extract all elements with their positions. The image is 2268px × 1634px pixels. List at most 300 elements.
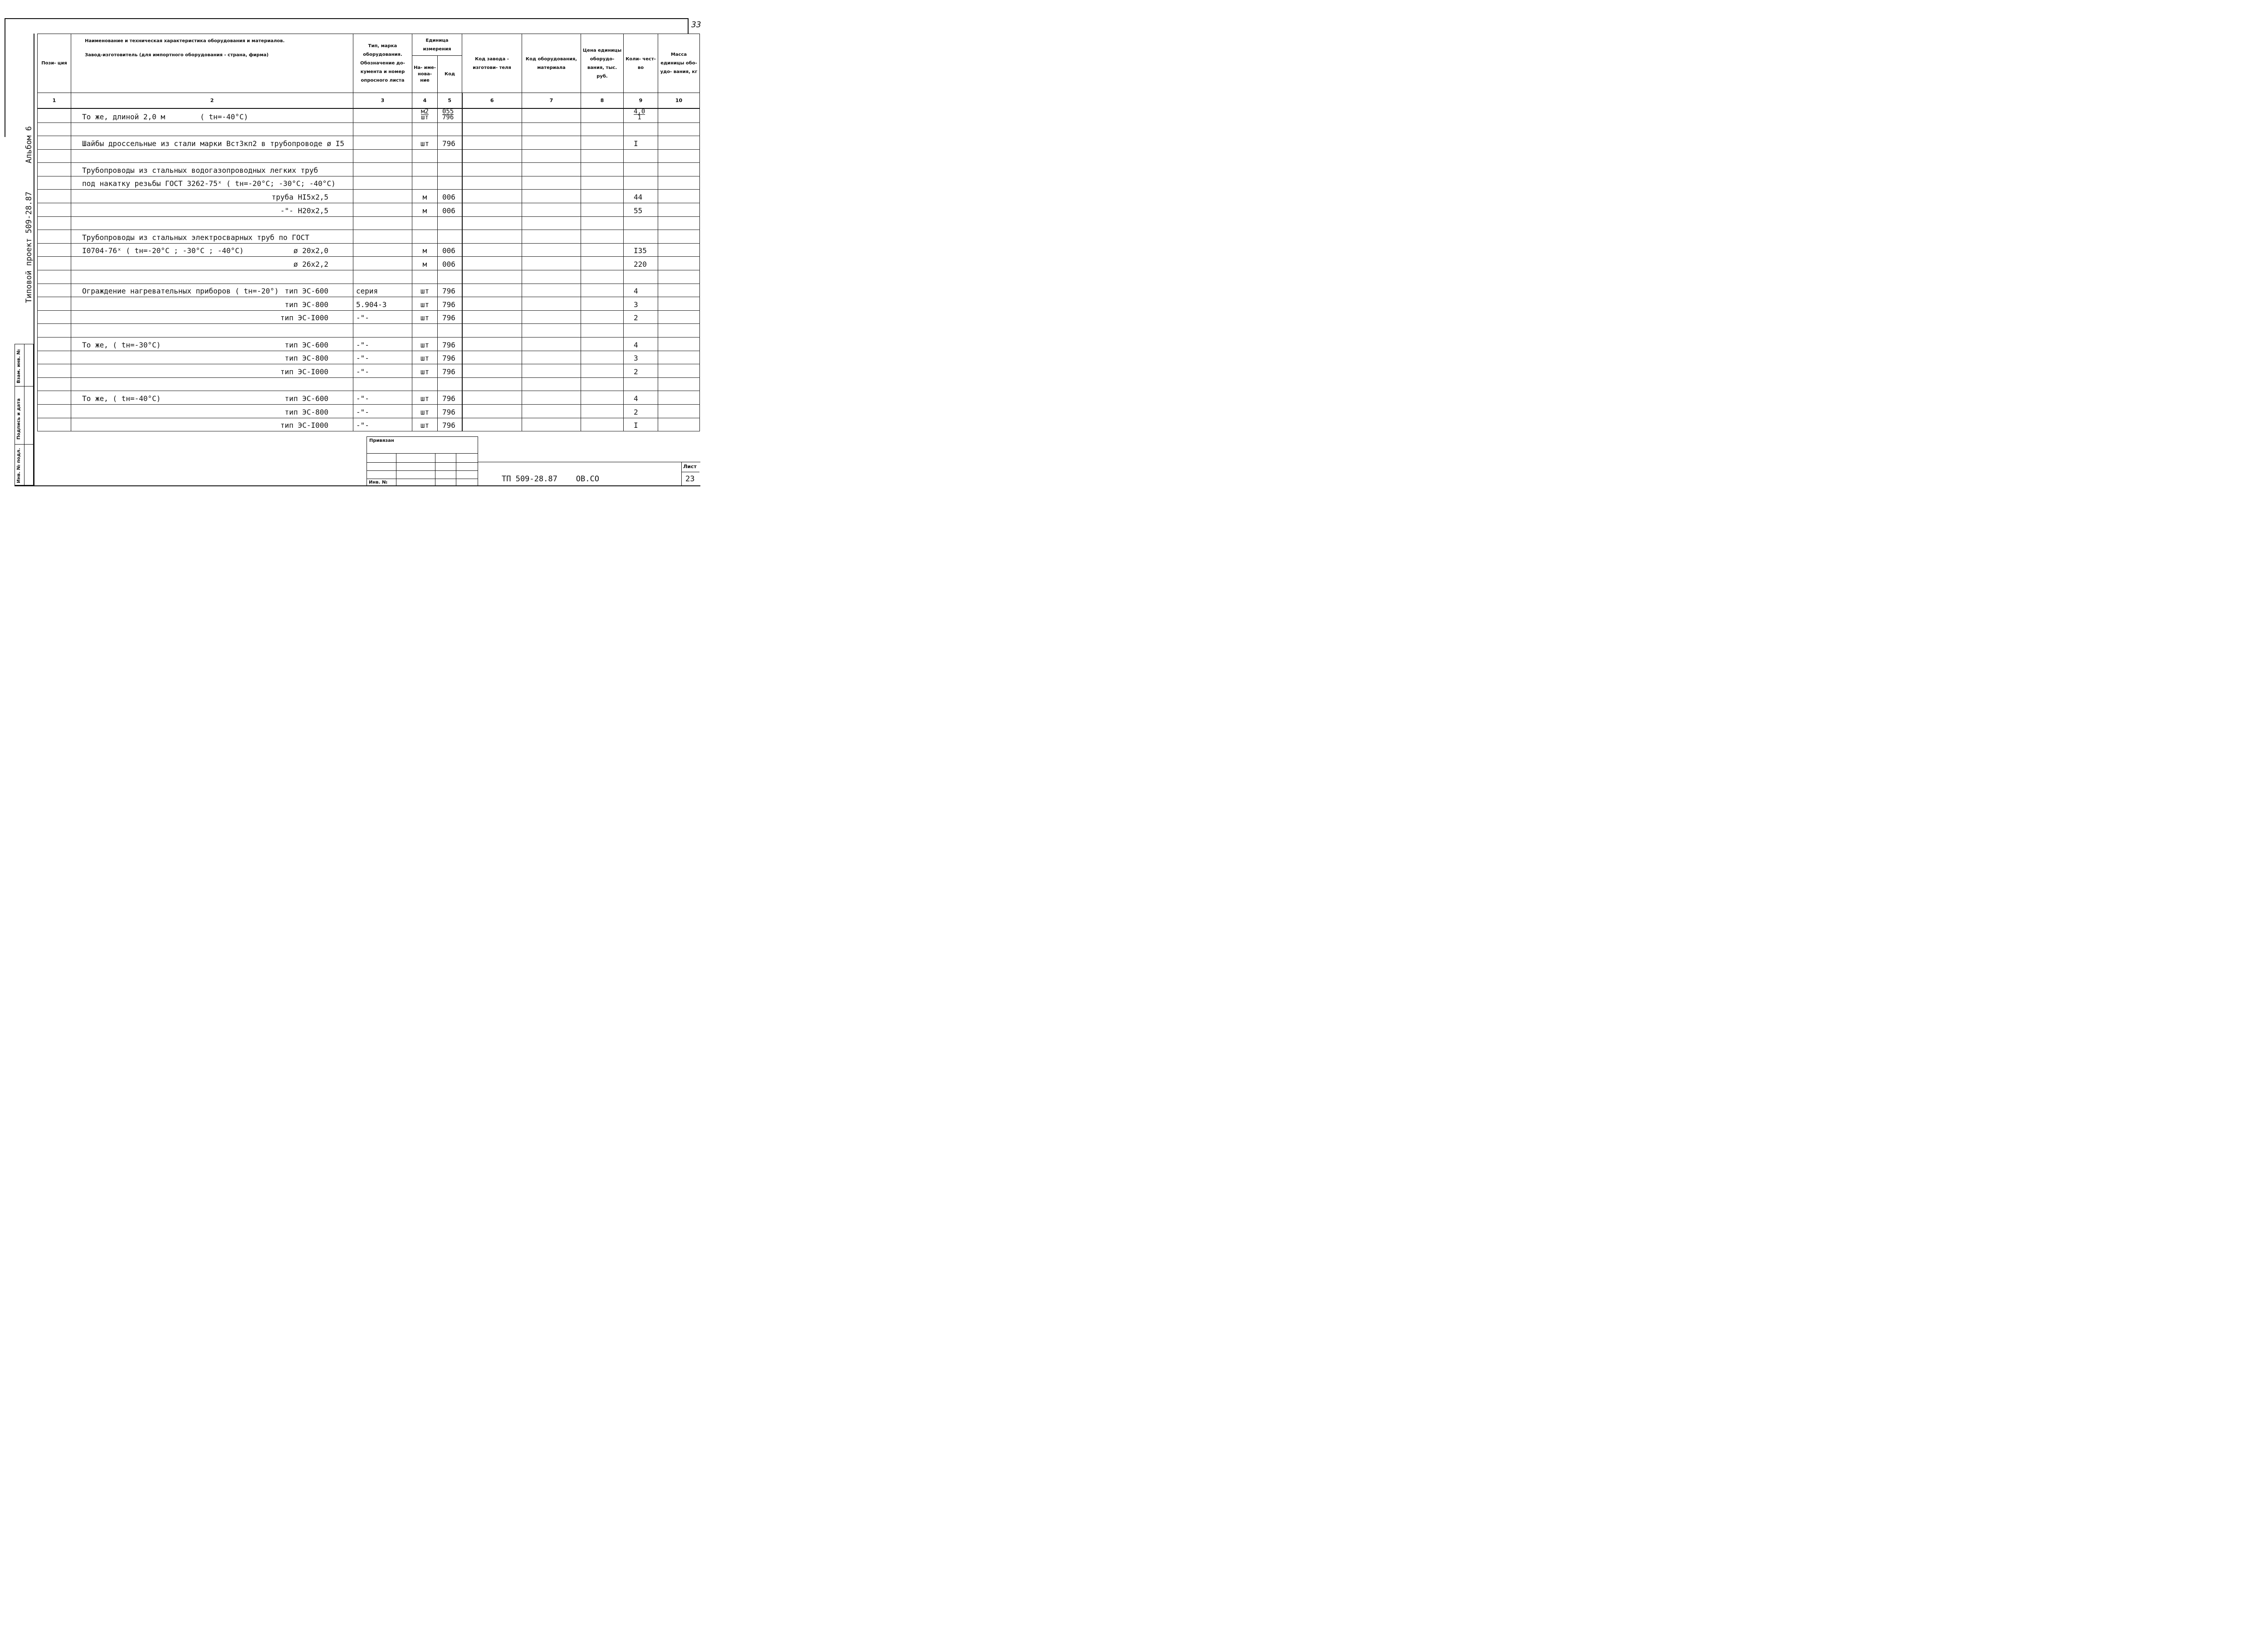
row-name-cell — [71, 122, 353, 136]
row-qty-cell — [624, 108, 658, 123]
row-position — [38, 297, 71, 311]
row-name-cell — [71, 136, 353, 150]
row-unit — [412, 149, 438, 163]
row-code — [438, 324, 462, 338]
row-material-code — [522, 149, 581, 163]
header-type: Тип, марка оборудования. Обозначение до- кумента и номер опросного листа — [353, 34, 412, 93]
table-row — [38, 418, 700, 431]
row-mass — [658, 310, 700, 324]
row-type — [353, 377, 412, 391]
row-code — [438, 377, 462, 391]
row-name-tail — [328, 233, 350, 242]
row-type — [353, 149, 412, 163]
row-code — [438, 270, 462, 284]
row-type: -"- — [353, 404, 412, 418]
table-row — [38, 190, 700, 203]
row-name-tail: тип ЭС-600 — [284, 340, 328, 349]
row-unit: шт — [412, 418, 438, 431]
row-price — [581, 284, 624, 297]
row-factory-code — [462, 418, 522, 431]
column-number: 10 — [658, 93, 700, 108]
row-name-cell — [71, 270, 353, 284]
row-unit: шт — [412, 284, 438, 297]
row-code: 796 — [438, 136, 462, 150]
row-name-wrap — [82, 246, 350, 255]
row-unit — [412, 377, 438, 391]
row-position — [38, 243, 71, 257]
row-type: -"- — [353, 351, 412, 364]
row-mass — [658, 297, 700, 311]
document-code — [502, 475, 599, 484]
row-factory-code — [462, 310, 522, 324]
row-mass — [658, 163, 700, 176]
row-material-code — [522, 391, 581, 405]
table-row — [38, 270, 700, 284]
table-row — [38, 136, 700, 150]
table-row — [38, 176, 700, 190]
row-factory-code — [462, 391, 522, 405]
row-qty: 4 — [624, 338, 658, 351]
table-row — [38, 364, 700, 378]
sheet-label: Лист — [683, 464, 697, 470]
row-factory-code — [462, 377, 522, 391]
row-mass — [658, 418, 700, 431]
strip-label-signature-date: Подпись и дата — [16, 398, 21, 440]
row-name: То же, длиной 2,0 м — [82, 112, 166, 121]
row-position — [38, 324, 71, 338]
row-mass — [658, 203, 700, 217]
row-mass — [658, 404, 700, 418]
row-name: под накатку резьбы ГОСТ 3262-75ˣ ( tн=-20°C; -30°C; -40°C) — [82, 179, 336, 188]
row-factory-code — [462, 149, 522, 163]
row-name-wrap — [82, 408, 350, 416]
table-row — [38, 391, 700, 405]
column-number: 9 — [624, 93, 658, 108]
row-position — [38, 377, 71, 391]
row-name: I0704-76ˣ ( tн=-20°C ; -30°C ; -40°C) — [82, 246, 244, 255]
row-factory-code — [462, 243, 522, 257]
row-qty: 4 — [624, 284, 658, 297]
row-name-wrap — [82, 300, 350, 309]
table-row — [38, 377, 700, 391]
row-name-cell — [71, 297, 353, 311]
row-type — [353, 122, 412, 136]
row-price — [581, 418, 624, 431]
row-unit: шт — [412, 391, 438, 405]
row-factory-code — [462, 297, 522, 311]
row-unit — [412, 230, 438, 244]
table-row — [38, 338, 700, 351]
row-price — [581, 230, 624, 244]
row-code — [438, 122, 462, 136]
row-name-cell — [71, 404, 353, 418]
header-mass: Масса единицы обо-удо- вания, кг — [658, 34, 700, 93]
binding-stamp — [367, 436, 478, 486]
row-mass — [658, 351, 700, 364]
row-type — [353, 203, 412, 217]
row-material-code — [522, 338, 581, 351]
row-unit-top: м2 — [421, 108, 429, 115]
row-name-tail: тип ЭС-600 — [284, 287, 328, 296]
row-factory-code — [462, 257, 522, 270]
column-number: 3 — [353, 93, 412, 108]
row-price — [581, 176, 624, 190]
table-row — [38, 243, 700, 257]
row-mass — [658, 136, 700, 150]
row-mass — [658, 190, 700, 203]
row-price — [581, 310, 624, 324]
row-factory-code — [462, 176, 522, 190]
row-type: -"- — [353, 338, 412, 351]
row-mass — [658, 176, 700, 190]
row-mass — [658, 270, 700, 284]
row-name-tail — [344, 139, 353, 148]
stamp-inv-label: Инв. № — [369, 480, 387, 485]
row-factory-code — [462, 122, 522, 136]
row-factory-code — [462, 364, 522, 378]
row-position — [38, 163, 71, 176]
header-unit-group: Единица измерения — [412, 34, 462, 56]
row-price — [581, 324, 624, 338]
row-name-cell — [71, 364, 353, 378]
row-price — [581, 257, 624, 270]
row-name-cell — [71, 108, 353, 123]
stamp-bound-label: Привязан — [369, 438, 394, 443]
row-name-cell — [71, 163, 353, 176]
row-name-tail: ( tн=-40°C) — [200, 112, 249, 121]
row-position — [38, 230, 71, 244]
table-row — [38, 216, 700, 230]
row-type — [353, 243, 412, 257]
corner-page-mark: 33 — [691, 20, 701, 29]
row-code — [438, 216, 462, 230]
row-name-tail: тип ЭС-I000 — [280, 313, 328, 323]
row-position — [38, 190, 71, 203]
row-name-wrap — [82, 421, 350, 430]
row-position — [38, 404, 71, 418]
row-name-cell — [71, 190, 353, 203]
row-factory-code — [462, 203, 522, 217]
table-row — [38, 404, 700, 418]
row-unit — [412, 122, 438, 136]
row-name: Шайбы дроссельные из стали марки ВстЗкп2 в трубопроводе ø I5 — [82, 139, 344, 148]
table-header — [38, 34, 700, 108]
row-code: 796 — [438, 338, 462, 351]
row-material-code — [522, 257, 581, 270]
row-price — [581, 391, 624, 405]
row-name-cell — [71, 377, 353, 391]
row-qty: 2 — [624, 364, 658, 378]
row-factory-code — [462, 351, 522, 364]
row-code: 796 — [438, 284, 462, 297]
column-number: 4 — [412, 93, 438, 108]
row-name-tail: труба HI5x2,5 — [271, 193, 328, 202]
row-name-cell — [71, 391, 353, 405]
row-qty — [624, 149, 658, 163]
row-material-code — [522, 324, 581, 338]
row-price — [581, 122, 624, 136]
row-price — [581, 243, 624, 257]
row-code: 796 — [438, 364, 462, 378]
row-unit: шт — [412, 310, 438, 324]
row-unit: шт — [412, 351, 438, 364]
row-qty — [624, 122, 658, 136]
row-code: 796 — [438, 310, 462, 324]
row-name-wrap — [82, 367, 350, 376]
row-type: -"- — [353, 418, 412, 431]
row-unit: м — [412, 203, 438, 217]
row-qty: 3 — [624, 351, 658, 364]
row-position — [38, 284, 71, 297]
row-material-code — [522, 216, 581, 230]
header-unit-code: Код — [438, 56, 462, 93]
row-name-tail: ø 20x2,0 — [293, 246, 328, 255]
row-type — [353, 324, 412, 338]
row-qty: I — [624, 136, 658, 150]
row-qty-top: 4,0 — [634, 108, 645, 115]
row-name-cell — [71, 257, 353, 270]
row-position — [38, 176, 71, 190]
row-mass — [658, 257, 700, 270]
row-mass — [658, 338, 700, 351]
row-position — [38, 136, 71, 150]
row-name-cell — [71, 418, 353, 431]
row-price — [581, 297, 624, 311]
row-unit: шт — [412, 338, 438, 351]
row-material-code — [522, 351, 581, 364]
row-position — [38, 257, 71, 270]
row-position — [38, 122, 71, 136]
stamp-line — [367, 470, 478, 471]
document-code-main: ТП 509-28.87 — [502, 475, 557, 484]
row-name-cell — [71, 338, 353, 351]
row-material-code — [522, 243, 581, 257]
row-type — [353, 176, 412, 190]
header-name — [71, 34, 353, 93]
row-name-wrap — [82, 354, 350, 362]
row-name-tail — [328, 166, 350, 175]
header-position: Пози- ция — [38, 34, 71, 93]
row-price — [581, 270, 624, 284]
row-price — [581, 377, 624, 391]
row-price — [581, 136, 624, 150]
row-code — [438, 163, 462, 176]
row-name-tail: тип ЭС-I000 — [280, 367, 328, 376]
row-code: 006 — [438, 257, 462, 270]
row-factory-code — [462, 270, 522, 284]
row-mass — [658, 216, 700, 230]
row-mass — [658, 364, 700, 378]
row-unit-bottom: шт — [421, 113, 429, 121]
row-code-top: 055 — [442, 108, 454, 115]
table-row — [38, 203, 700, 217]
row-name-cell — [71, 351, 353, 364]
row-name-cell — [71, 310, 353, 324]
row-type — [353, 108, 412, 123]
row-name-wrap — [82, 233, 350, 242]
row-factory-code — [462, 324, 522, 338]
row-name: Трубопроводы из стальных водогазопроводных легких труб — [82, 166, 318, 175]
row-material-code — [522, 190, 581, 203]
row-code-cell — [438, 108, 462, 123]
row-factory-code — [462, 163, 522, 176]
frame-bottom-line — [15, 485, 700, 486]
row-mass — [658, 324, 700, 338]
row-position — [38, 364, 71, 378]
row-unit: м — [412, 243, 438, 257]
row-factory-code — [462, 216, 522, 230]
sheet-number: 23 — [685, 475, 695, 484]
row-factory-code — [462, 136, 522, 150]
row-name-cell — [71, 284, 353, 297]
row-name-wrap — [82, 179, 350, 188]
strip-label-replace-inv: Взам. инв. № — [16, 349, 21, 383]
table-row — [38, 149, 700, 163]
row-qty: I35 — [624, 243, 658, 257]
row-qty: 44 — [624, 190, 658, 203]
row-qty: I — [624, 418, 658, 431]
row-position — [38, 216, 71, 230]
row-qty — [624, 163, 658, 176]
table-row — [38, 324, 700, 338]
row-name-tail — [336, 179, 353, 188]
table-row — [38, 163, 700, 176]
header-unit-name: На- име- нова- ние — [412, 56, 438, 93]
column-number: 6 — [462, 93, 522, 108]
header-price: Цена единицы оборудо- вания, тыс. руб. — [581, 34, 624, 93]
sheet-number-box — [681, 462, 699, 486]
row-price — [581, 203, 624, 217]
signature-strip — [15, 344, 34, 485]
row-type: -"- — [353, 310, 412, 324]
row-unit: шт — [412, 136, 438, 150]
row-type — [353, 136, 412, 150]
row-mass — [658, 149, 700, 163]
row-name-tail: тип ЭС-800 — [284, 300, 328, 309]
row-mass — [658, 243, 700, 257]
row-type: 5.904-3 — [353, 297, 412, 311]
row-code — [438, 149, 462, 163]
row-code-bottom: 796 — [442, 113, 454, 121]
row-material-code — [522, 284, 581, 297]
row-qty — [624, 216, 658, 230]
table-row — [38, 310, 700, 324]
row-material-code — [522, 310, 581, 324]
drawing-sheet — [0, 0, 709, 510]
row-name-tail: -"- H20x2,5 — [280, 206, 328, 215]
row-name-wrap — [82, 193, 350, 201]
row-code: 006 — [438, 243, 462, 257]
column-number-row — [38, 93, 700, 108]
row-name-wrap — [82, 139, 350, 148]
row-type — [353, 257, 412, 270]
row-name-wrap — [82, 313, 350, 322]
strip-label-original-inv: Инв. № подл. — [16, 448, 21, 483]
column-number: 2 — [71, 93, 353, 108]
row-unit — [412, 270, 438, 284]
column-number: 5 — [438, 93, 462, 108]
row-qty: 4 — [624, 391, 658, 405]
row-unit: м — [412, 257, 438, 270]
row-code: 796 — [438, 351, 462, 364]
row-factory-code — [462, 284, 522, 297]
table-row — [38, 257, 700, 270]
row-unit — [412, 176, 438, 190]
row-material-code — [522, 418, 581, 431]
row-price — [581, 149, 624, 163]
row-qty — [624, 270, 658, 284]
frame-top-line — [5, 18, 689, 19]
stamp-line — [367, 462, 478, 463]
row-type — [353, 230, 412, 244]
table-row — [38, 284, 700, 297]
row-factory-code — [462, 230, 522, 244]
row-name: То же, ( tн=-30°C) — [82, 340, 161, 349]
row-factory-code — [462, 404, 522, 418]
row-name-cell — [71, 176, 353, 190]
row-unit-cell — [412, 108, 438, 123]
row-unit — [412, 324, 438, 338]
table-body — [38, 108, 700, 431]
row-name-tail: тип ЭС-800 — [284, 354, 328, 363]
header-name-line2: Завод-изготовитель (для импортного оборудования - страна, фирма) — [85, 53, 269, 58]
header-material-code: Код оборудования, материала — [522, 34, 581, 93]
row-unit: шт — [412, 364, 438, 378]
row-factory-code — [462, 190, 522, 203]
table-row — [38, 297, 700, 311]
row-name-cell — [71, 149, 353, 163]
row-qty: 2 — [624, 310, 658, 324]
row-position — [38, 351, 71, 364]
row-mass — [658, 122, 700, 136]
row-material-code — [522, 404, 581, 418]
row-name-cell — [71, 243, 353, 257]
row-qty: 2 — [624, 404, 658, 418]
row-qty — [624, 230, 658, 244]
row-mass — [658, 284, 700, 297]
row-price — [581, 163, 624, 176]
row-price — [581, 338, 624, 351]
row-name-wrap — [82, 394, 350, 403]
row-type: -"- — [353, 364, 412, 378]
column-number: 7 — [522, 93, 581, 108]
table-row — [38, 122, 700, 136]
row-name-tail: ø 26x2,2 — [293, 260, 328, 269]
column-number: 8 — [581, 93, 624, 108]
table-row — [38, 230, 700, 244]
table-row — [38, 351, 700, 364]
row-material-code — [522, 364, 581, 378]
header-quantity: Коли- чест- во — [624, 34, 658, 93]
row-material-code — [522, 297, 581, 311]
specification-table — [37, 34, 700, 431]
row-material-code — [522, 122, 581, 136]
row-unit: шт — [412, 404, 438, 418]
row-unit — [412, 163, 438, 176]
row-code — [438, 230, 462, 244]
row-position — [38, 149, 71, 163]
row-price — [581, 190, 624, 203]
row-type — [353, 270, 412, 284]
row-code: 796 — [438, 297, 462, 311]
row-name-wrap — [82, 206, 350, 215]
row-code: 006 — [438, 190, 462, 203]
row-material-code — [522, 230, 581, 244]
row-mass — [658, 377, 700, 391]
project-label: Типовой проект 509-28.87 — [24, 191, 34, 303]
row-material-code — [522, 176, 581, 190]
table-row — [38, 108, 700, 123]
